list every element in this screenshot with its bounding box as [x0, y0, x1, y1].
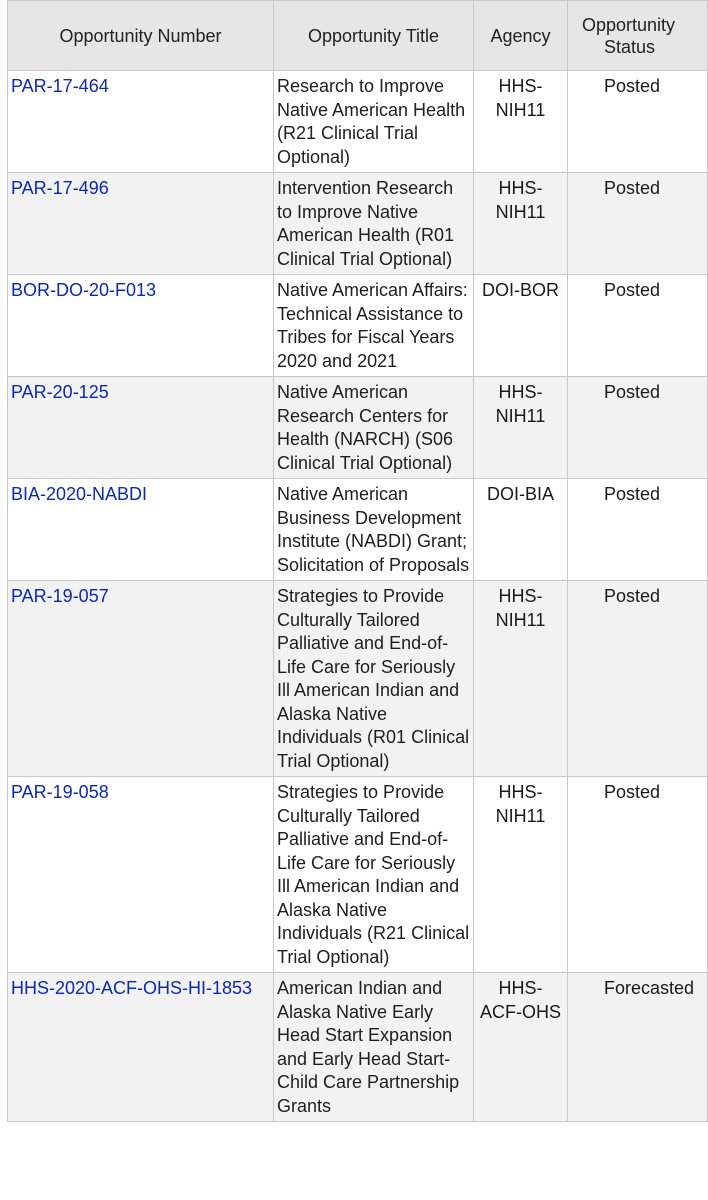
opportunity-status: Posted: [568, 275, 708, 377]
agency-cell: HHS- ACF-OHS: [474, 973, 568, 1122]
opportunities-table: [7, 0, 708, 1122]
opportunity-title: Native American Business Development Institute (NABDI) Grant; Solicitation of Proposals: [274, 479, 474, 581]
opportunity-status: Posted: [568, 479, 708, 581]
opportunity-number-cell: [8, 173, 274, 275]
opportunity-number-link[interactable]: PAR-19-058: [11, 782, 109, 802]
opportunity-status: Posted: [568, 581, 708, 777]
column-header-number[interactable]: Opportunity Number: [8, 1, 274, 71]
agency-cell: HHS- NIH11: [474, 173, 568, 275]
opportunity-number-cell: [8, 71, 274, 173]
table-row: [8, 173, 708, 275]
table-row: [8, 275, 708, 377]
column-header-title[interactable]: Opportunity Title: [274, 1, 474, 71]
table-row: [8, 973, 708, 1122]
opportunity-number-link[interactable]: BIA-2020-NABDI: [11, 484, 148, 504]
opportunity-title: Native American Affairs: Technical Assistance to Tribes for Fiscal Years 2020 and 2021: [274, 275, 474, 377]
opportunity-status: Posted: [568, 377, 708, 479]
opportunity-number-cell: [8, 581, 274, 777]
agency-cell: HHS- NIH11: [474, 71, 568, 173]
opportunity-number-cell: [8, 777, 274, 973]
agency-cell: HHS- NIH11: [474, 377, 568, 479]
opportunity-number-link[interactable]: PAR-17-496: [11, 178, 109, 198]
opportunity-number-link[interactable]: HHS-2020-ACF-OHS-HI-1853: [11, 978, 253, 998]
opportunity-title: Native American Research Centers for Health (NARCH) (S06 Clinical Trial Optional): [274, 377, 474, 479]
agency-cell: HHS- NIH11: [474, 581, 568, 777]
table-row: [8, 479, 708, 581]
opportunity-number-cell: [8, 479, 274, 581]
agency-cell: HHS- NIH11: [474, 777, 568, 973]
opportunity-title: Research to Improve Native American Health (R21 Clinical Trial Optional): [274, 71, 474, 173]
opportunity-title: Intervention Research to Improve Native American Health (R01 Clinical Trial Optional): [274, 173, 474, 275]
opportunity-number-link[interactable]: PAR-20-125: [11, 382, 109, 402]
opportunity-number-link[interactable]: BOR-DO-20-F013: [11, 280, 157, 300]
table-row: [8, 581, 708, 777]
opportunity-number-cell: [8, 973, 274, 1122]
column-header-status[interactable]: Opportunity Status: [568, 1, 708, 71]
agency-cell: DOI-BOR: [474, 275, 568, 377]
opportunity-title: American Indian and Alaska Native Early Head Start Expansion and Early Head Start-Child Care Partnership Grants: [274, 973, 474, 1122]
opportunity-status: Forecasted: [568, 973, 708, 1122]
table-row: [8, 377, 708, 479]
table-header-row: [8, 1, 708, 71]
opportunity-number-cell: [8, 275, 274, 377]
opportunity-number-link[interactable]: PAR-19-057: [11, 586, 109, 606]
opportunity-status: Posted: [568, 777, 708, 973]
opportunity-title: Strategies to Provide Culturally Tailored Palliative and End-of-Life Care for Seriously Ill American Indian and Alaska Native Individuals (R21 Clinical Trial Optional): [274, 777, 474, 973]
opportunity-status: Posted: [568, 71, 708, 173]
column-header-agency[interactable]: Agency: [474, 1, 568, 71]
table-row: [8, 777, 708, 973]
opportunity-number-cell: [8, 377, 274, 479]
table-row: [8, 71, 708, 173]
opportunity-number-link[interactable]: PAR-17-464: [11, 76, 109, 96]
opportunity-title: Strategies to Provide Culturally Tailored Palliative and End-of-Life Care for Seriously Ill American Indian and Alaska Native Individuals (R01 Clinical Trial Optional): [274, 581, 474, 777]
agency-cell: DOI-BIA: [474, 479, 568, 581]
opportunity-status: Posted: [568, 173, 708, 275]
